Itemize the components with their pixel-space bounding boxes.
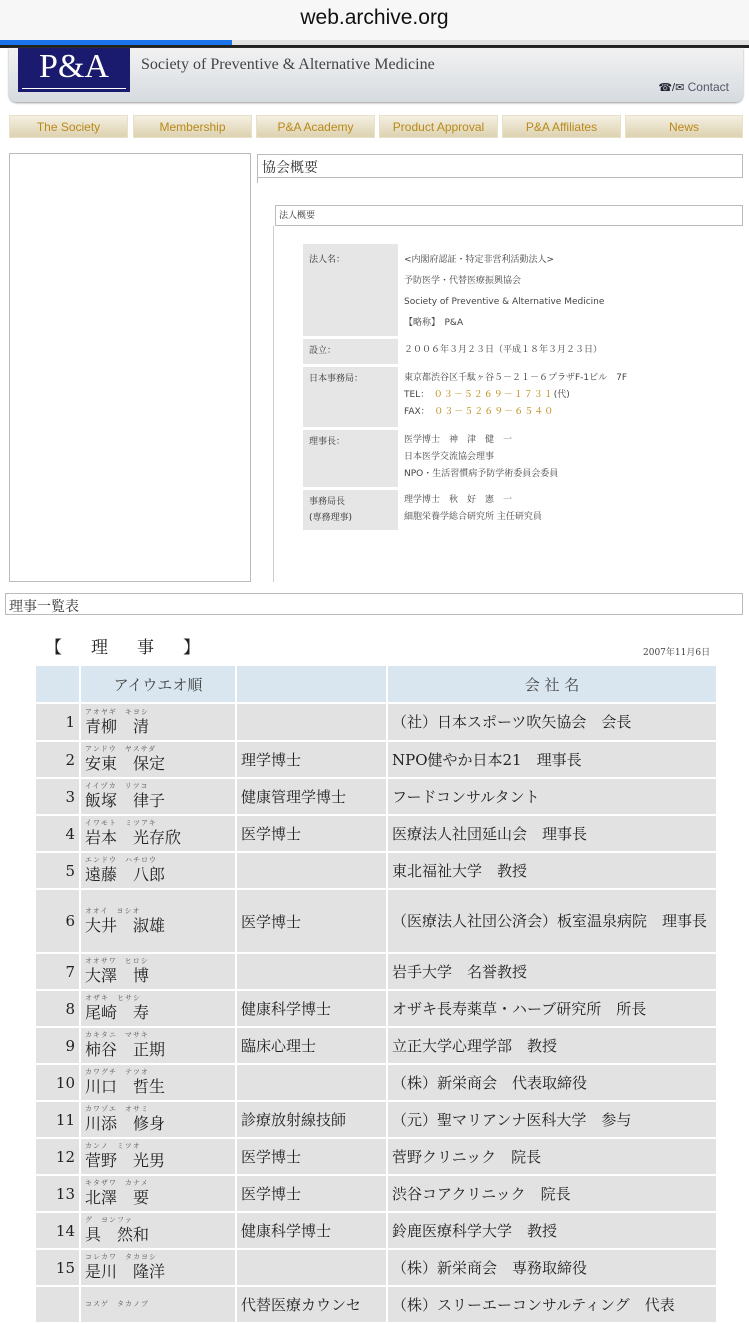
info-value [404,339,743,365]
office-tel [404,387,743,404]
name-furigana: カキタニ マサキ [85,1031,149,1039]
table-row [36,1139,716,1174]
director-name: 青柳 清 [85,716,150,736]
info-line: NPO・生活習慣病予防学術委員会委員 [404,469,559,479]
directors-date: 2007年11月6日 [643,648,711,658]
director-name-cell [81,779,235,814]
director-name: 柿谷 正期 [85,1040,166,1059]
director-name: 大澤 博 [85,966,150,985]
director-degree: 健康科学博士 [237,1213,386,1248]
nav-news[interactable]: News [625,115,743,138]
name-furigana: イワモト ミツアキ [85,819,157,827]
info-line: 細胞栄養学総合研究所 主任研究員 [404,512,542,522]
info-line: ２００６年３月２３日（平成１８年３月２３日） [404,345,603,355]
director-company: （医療法人社団公済会）板室温泉病院 理事長 [388,890,716,952]
row-number: 6 [36,890,79,952]
tel-number[interactable]: ０３－５２６９－１７３１ [433,390,554,400]
left-sidebar [9,153,251,582]
row-number: 14 [36,1213,79,1248]
name-furigana: エンドウ ハチロウ [85,856,157,864]
url-text[interactable]: web.archive.org [300,6,449,29]
row-number: 7 [36,954,79,989]
info-label: 設立： [303,339,398,364]
header-name: アイウエオ順 [81,666,235,702]
name-furigana: アンドウ ヤスサダ [85,745,157,753]
director-name-cell [81,954,235,989]
director-degree [237,954,386,989]
info-row-chairman [303,430,743,487]
director-company: フードコンサルタント [388,779,716,814]
header-company: 会 社 名 [388,666,716,702]
info-row-corporate-name [303,244,743,336]
row-number: 2 [36,742,79,777]
director-name: 大井 淑雄 [85,915,166,935]
row-number: 12 [36,1139,79,1174]
name-furigana: オオサワ ヒロシ [85,957,149,965]
director-name-cell [81,704,235,740]
director-name: 具 然和 [85,1225,150,1244]
main-nav [9,115,743,139]
header-degree [237,666,386,702]
info-line: 【略称】 P&A [404,318,464,328]
info-line: 日本医学交流協会理事 [404,452,495,462]
info-line: 予防医学・代替医療振興協会 [404,276,522,286]
director-name-cell [81,1250,235,1285]
browser-address-bar[interactable] [0,0,749,45]
director-name: 岩本 光存欣 [85,828,182,847]
office-fax [404,404,743,421]
director-name-cell [81,816,235,851]
name-furigana: コスゲ タカノブ [85,1300,149,1308]
name-furigana: コレカワ タカヨシ [85,1253,157,1261]
director-name-cell [81,742,235,777]
name-furigana: イイヅカ リツコ [85,782,149,790]
table-row [36,1102,716,1137]
name-furigana: グ ヨンファ [85,1216,133,1224]
logo-text: P&A [39,48,109,85]
director-company: NPO健やか日本21 理事長 [388,742,716,777]
info-label-line: 事務局長 [309,497,346,507]
table-row [36,1028,716,1063]
table-header-row [36,666,716,702]
info-row-office [303,367,743,427]
director-company: 岩手大学 名誉教授 [388,954,716,989]
director-degree: 医学博士 [237,1176,386,1211]
contact-label: Contact [687,80,729,94]
row-number: 13 [36,1176,79,1211]
nav-membership[interactable]: Membership [133,115,252,138]
office-address: 東京都渋谷区千駄ヶ谷５－２１－６プラザF-1ビル 7F [404,373,628,383]
directors-table [34,664,718,1324]
director-degree: 健康科学博士 [237,991,386,1026]
director-company: （元）聖マリアンナ医科大学 参与 [388,1102,716,1137]
director-name: 遠藤 八郎 [85,865,166,884]
row-number: 15 [36,1250,79,1285]
info-line: <内閣府認証・特定非営利活動法人> [404,255,555,265]
info-value [404,244,743,340]
director-name-cell [81,1287,235,1322]
director-name: 川口 哲生 [85,1077,166,1096]
director-company: （社）日本スポーツ吹矢協会 会長 [388,704,716,740]
nav-the-society[interactable]: The Society [9,115,128,138]
table-row [36,1250,716,1285]
director-name: 是川 隆洋 [85,1262,166,1281]
director-name-cell [81,1065,235,1100]
site-logo[interactable] [18,48,130,92]
row-number: 4 [36,816,79,851]
name-furigana: カワゾエ オサミ [85,1105,149,1113]
director-company: （株）スリーエーコンサルティング 代表 [388,1287,716,1322]
director-degree: 代替医療カウンセ [237,1287,386,1322]
director-name-cell [81,1028,235,1063]
director-name: 菅野 光男 [85,1151,166,1170]
director-name-cell [81,890,235,952]
name-furigana: アオヤギ キヨシ [85,707,149,716]
director-degree: 理学博士 [237,742,386,777]
fax-label: FAX： [404,407,426,417]
logo-underline [22,88,126,89]
info-value [404,430,743,489]
society-name: Society of Preventive & Alternative Medicine [141,56,435,73]
overview-title: 協会概要 [257,154,743,178]
row-number [36,1287,79,1322]
director-degree: 臨床心理士 [237,1028,386,1063]
director-name: 川添 修身 [85,1114,166,1133]
table-row [36,1065,716,1100]
info-value [404,490,743,532]
info-line: Society of Preventive & Alternative Medicine [404,297,605,307]
site-header [9,48,743,102]
table-row [36,1287,716,1322]
row-number: 10 [36,1065,79,1100]
tel-label: TEL： [404,390,425,400]
table-row [36,704,716,740]
nav-pa-academy[interactable]: P&A Academy [256,115,375,138]
director-name: 安東 保定 [85,754,166,773]
director-company: 立正大学心理学部 教授 [388,1028,716,1063]
director-name: 尾崎 寿 [85,1003,150,1022]
director-company: 渋谷コアクリニック 院長 [388,1176,716,1211]
directors-heading: 【 理 事 】 [45,638,206,658]
row-number: 8 [36,991,79,1026]
row-number: 11 [36,1102,79,1137]
table-row [36,779,716,814]
info-label [303,490,398,530]
director-degree: 医学博士 [237,816,386,851]
row-number: 1 [36,704,79,740]
table-row [36,816,716,851]
header-num [36,666,79,702]
director-name: 北澤 要 [85,1188,150,1207]
overview-subtitle: 法人概要 [275,205,743,226]
info-row-established [303,339,743,364]
director-name-cell [81,1176,235,1211]
director-name-cell [81,1102,235,1137]
directors-body [36,704,716,1322]
director-company: 医療法人社団延山会 理事長 [388,816,716,851]
name-furigana: カンノ ミツオ [85,1142,141,1150]
director-company: 鈴鹿医療科学大学 教授 [388,1213,716,1248]
info-label: 法人名： [303,244,398,336]
contact-link[interactable] [658,80,729,94]
info-row-secretary-general [303,490,743,530]
table-row [36,991,716,1026]
director-degree [237,704,386,740]
director-company: 菅野クリニック 院長 [388,1139,716,1174]
director-company: オザキ長寿薬草・ハーブ研究所 所長 [388,991,716,1026]
director-degree: 健康管理学博士 [237,779,386,814]
overview-frame [257,177,743,183]
table-row [36,1176,716,1211]
row-number: 3 [36,779,79,814]
tel-suffix: (代) [553,390,570,400]
info-line: 理学博士 秋 好 憲 一 [404,495,513,505]
overview-table [303,244,743,533]
director-degree [237,853,386,888]
director-name-cell [81,991,235,1026]
row-number: 5 [36,853,79,888]
info-label: 理事長： [303,430,398,487]
name-furigana: オザキ ヒサシ [85,994,141,1002]
info-line: 医学博士 神 津 健 一 [404,435,513,445]
name-furigana: キタザワ カナメ [85,1179,149,1187]
name-furigana: オオイ ヨシオ [85,906,141,915]
info-label: 日本事務局： [303,367,398,427]
director-degree: 医学博士 [237,890,386,952]
director-degree [237,1065,386,1100]
info-label-line: (専務理事) [309,513,353,523]
director-name-cell [81,1213,235,1248]
director-degree [237,1250,386,1285]
phone-mail-icon: ☎/✉ [658,82,685,94]
name-furigana: カワグチ テツオ [85,1068,149,1076]
director-degree: 診療放射線技師 [237,1102,386,1137]
table-row [36,853,716,888]
table-row [36,890,716,952]
info-value [404,367,743,427]
fax-number: ０３－５２６９－６５４０ [434,407,555,417]
director-company: （株）新栄商会 専務取締役 [388,1250,716,1285]
table-row [36,1213,716,1248]
director-degree: 医学博士 [237,1139,386,1174]
directors-title: 理事一覧表 [5,593,743,615]
director-company: 東北福祉大学 教授 [388,853,716,888]
director-name: 飯塚 律子 [85,791,166,810]
director-name-cell [81,1139,235,1174]
director-company: （株）新栄商会 代表取締役 [388,1065,716,1100]
table-row [36,954,716,989]
nav-pa-affiliates[interactable]: P&A Affiliates [502,115,621,138]
row-number: 9 [36,1028,79,1063]
table-row [36,742,716,777]
director-name-cell [81,853,235,888]
nav-product-approval[interactable]: Product Approval [379,115,498,138]
overview-divider [273,226,274,582]
